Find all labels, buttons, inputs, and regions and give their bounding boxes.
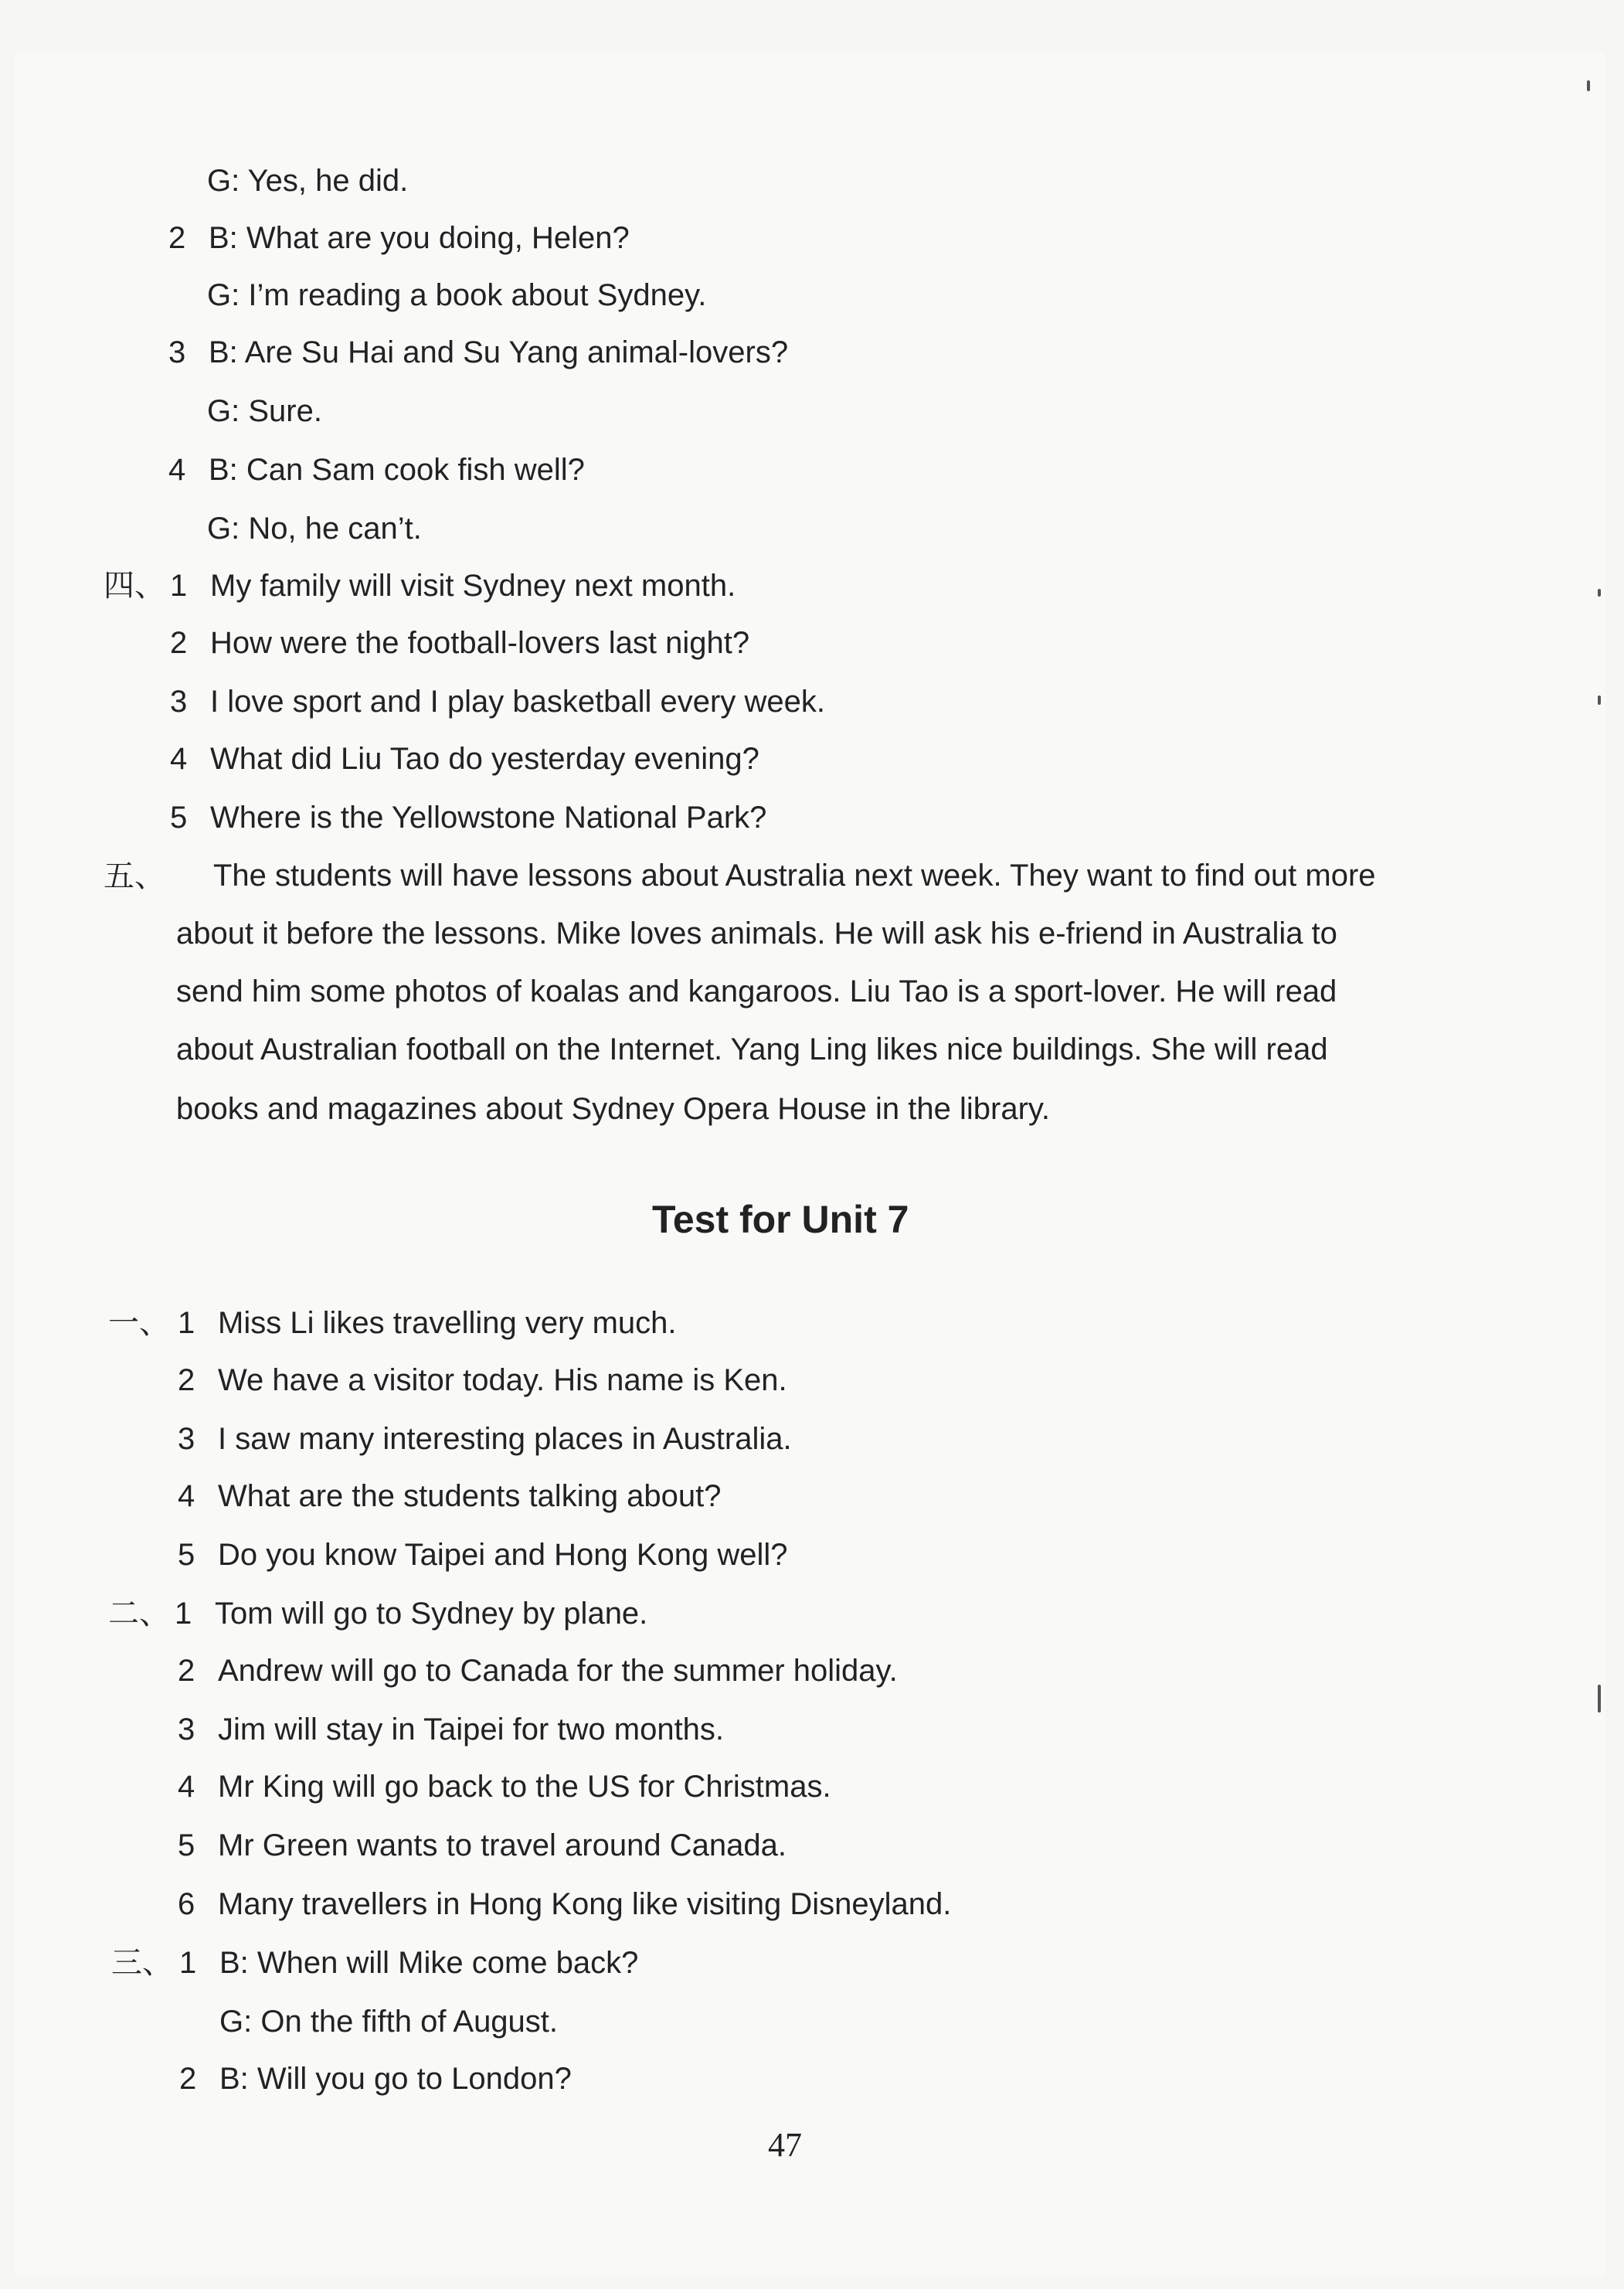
- answer-line: 1 B: When will Mike come back?: [179, 1946, 639, 1980]
- page: [14, 53, 1605, 2275]
- item-number: 3: [178, 1422, 195, 1456]
- answer-line: 2 B: What are you doing, Helen?: [168, 221, 630, 255]
- item-number: 4: [178, 1770, 195, 1804]
- item-number: 2: [178, 1363, 195, 1397]
- answer-line: 5 Mr Green wants to travel around Canada.: [178, 1828, 787, 1862]
- answer-line: 1 My family will visit Sydney next month.: [170, 569, 736, 603]
- item-number: 2: [179, 2062, 197, 2096]
- item-number: 3: [178, 1712, 195, 1747]
- paragraph-line: send him some photos of koalas and kangaroos. Liu Tao is a sport-lover. He will read: [176, 974, 1337, 1008]
- answer-line: 3 I saw many interesting places in Australia.: [178, 1422, 792, 1456]
- section-marker-3: 三、: [111, 1945, 173, 1981]
- scan-mark: [1598, 696, 1601, 705]
- answer-line: 4 What are the students talking about?: [178, 1479, 722, 1513]
- section-title: Test for Unit 7: [652, 1198, 909, 1241]
- scan-mark: [1598, 589, 1601, 597]
- item-number: 4: [178, 1479, 195, 1513]
- answer-line: 3 B: Are Su Hai and Su Yang animal-lovers?: [168, 335, 789, 369]
- answer-line: 2 B: Will you go to London?: [179, 2062, 572, 2096]
- item-number: 2: [168, 221, 186, 255]
- paragraph-line: about it before the lessons. Mike loves animals. He will ask his e-friend in Australia to: [176, 917, 1337, 951]
- answer-line: 3 I love sport and I play basketball every week.: [170, 685, 825, 719]
- answer-line: 2 We have a visitor today. His name is Ken.: [178, 1363, 787, 1397]
- section-marker-5: 五、: [104, 859, 165, 894]
- item-number: 5: [178, 1828, 195, 1862]
- item-number: 2: [178, 1654, 195, 1688]
- scan-mark: [1587, 80, 1590, 91]
- item-number: 5: [178, 1538, 195, 1572]
- answer-line: 4 B: Can Sam cook fish well?: [168, 453, 585, 487]
- page-number: 47: [768, 2126, 802, 2164]
- answer-line: 5 Do you know Taipei and Hong Kong well?: [178, 1538, 788, 1572]
- paragraph-line: The students will have lessons about Australia next week. They want to find out more: [213, 859, 1376, 893]
- item-number: 1: [175, 1597, 192, 1631]
- answer-line: G: Sure.: [207, 394, 322, 428]
- answer-line: G: Yes, he did.: [207, 164, 409, 198]
- item-number: 4: [168, 453, 186, 487]
- item-number: 5: [170, 801, 188, 835]
- answer-line: 4 What did Liu Tao do yesterday evening?: [170, 742, 759, 776]
- item-number: 4: [170, 742, 188, 776]
- answer-line: G: On the fifth of August.: [219, 2005, 559, 2039]
- section-marker-2: 二、: [108, 1596, 170, 1631]
- item-number: 1: [170, 569, 188, 603]
- answer-line: G: No, he can’t.: [207, 512, 422, 546]
- answer-line: 3 Jim will stay in Taipei for two months.: [178, 1712, 725, 1747]
- section-marker-4: 四、: [104, 568, 165, 604]
- item-number: 6: [178, 1887, 195, 1921]
- section-marker-1: 一、: [108, 1305, 170, 1341]
- answer-line: G: I’m reading a book about Sydney.: [207, 278, 707, 312]
- item-number: 2: [170, 626, 188, 660]
- item-number: 3: [168, 335, 186, 369]
- answer-line: 5 Where is the Yellowstone National Park?: [170, 801, 767, 835]
- item-number: 1: [179, 1946, 197, 1980]
- answer-line: 2 Andrew will go to Canada for the summer holiday.: [178, 1654, 898, 1688]
- item-number: 1: [178, 1306, 195, 1340]
- answer-line: 1 Tom will go to Sydney by plane.: [175, 1597, 648, 1631]
- scan-mark: [1598, 1685, 1601, 1712]
- answer-line: 6 Many travellers in Hong Kong like visiting Disneyland.: [178, 1887, 952, 1921]
- answer-line: 4 Mr King will go back to the US for Christmas.: [178, 1770, 831, 1804]
- answer-line: 2 How were the football-lovers last night?: [170, 626, 750, 660]
- paragraph-line: about Australian football on the Internet. Yang Ling likes nice buildings. She will read: [176, 1032, 1328, 1066]
- item-number: 3: [170, 685, 188, 719]
- answer-line: 1 Miss Li likes travelling very much.: [178, 1306, 677, 1340]
- paragraph-line: books and magazines about Sydney Opera House in the library.: [176, 1092, 1051, 1126]
